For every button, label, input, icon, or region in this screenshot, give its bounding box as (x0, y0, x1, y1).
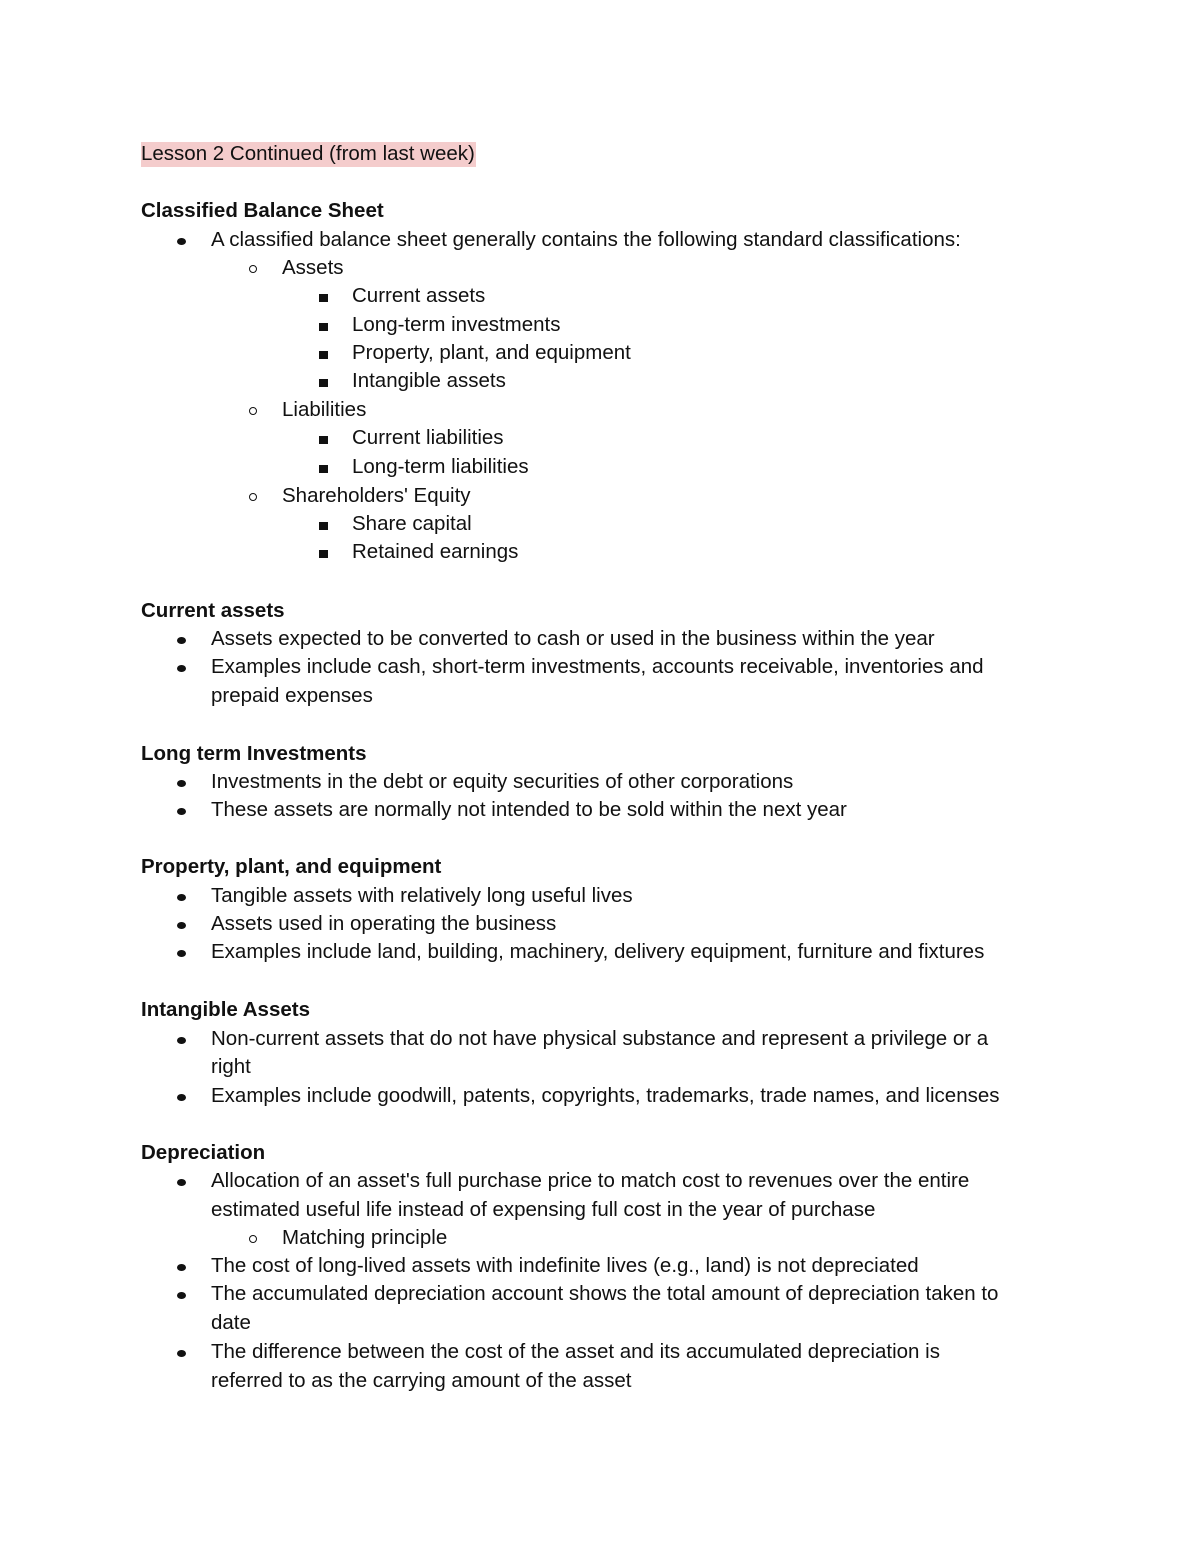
bullet-dot-icon (177, 922, 186, 929)
bullet-square-icon (319, 550, 328, 558)
bullet-dot-icon (177, 1292, 186, 1299)
list-item: A classified balance sheet generally contains the following standard classifications: (211, 228, 961, 251)
bullet-dot-icon (177, 637, 186, 644)
bullet-dot-icon (177, 950, 186, 957)
bullet-dot-icon (177, 1094, 186, 1101)
list-item: Allocation of an asset's full purchase price to match cost to revenues over the entire (211, 1169, 970, 1192)
list-item: The difference between the cost of the asset and its accumulated depreciation is (211, 1340, 940, 1363)
bullet-circle-icon (249, 1235, 257, 1243)
list-item-continuation: date (211, 1311, 251, 1334)
list-item: Current assets (352, 284, 486, 307)
bullet-dot-icon (177, 894, 186, 901)
bullet-square-icon (319, 379, 328, 387)
list-item: The accumulated depreciation account shows the total amount of depreciation taken to (211, 1282, 999, 1305)
list-item: These assets are normally not intended to be sold within the next year (211, 798, 847, 821)
list-item: Long-term liabilities (352, 455, 529, 478)
bullet-dot-icon (177, 665, 186, 672)
bullet-dot-icon (177, 238, 186, 245)
bullet-dot-icon (177, 780, 186, 787)
bullet-square-icon (319, 351, 328, 359)
list-item: Liabilities (282, 398, 367, 421)
list-item: Assets used in operating the business (211, 912, 557, 935)
bullet-dot-icon (177, 1264, 186, 1271)
list-item: Property, plant, and equipment (352, 341, 631, 364)
list-item: Tangible assets with relatively long useful lives (211, 884, 633, 907)
section-heading: Property, plant, and equipment (141, 855, 442, 878)
bullet-square-icon (319, 294, 328, 302)
list-item: Shareholders' Equity (282, 484, 471, 507)
list-item: Intangible assets (352, 369, 506, 392)
highlighted-title-text: Lesson 2 Continued (from last week) (141, 142, 475, 165)
list-item: Retained earnings (352, 540, 519, 563)
list-item: Share capital (352, 512, 472, 535)
bullet-square-icon (319, 323, 328, 331)
list-item: Examples include cash, short-term investments, accounts receivable, inventories and (211, 655, 984, 678)
list-item: Assets (282, 256, 344, 279)
bullet-square-icon (319, 522, 328, 530)
list-item: The cost of long-lived assets with indefinite lives (e.g., land) is not depreciated (211, 1254, 919, 1277)
bullet-dot-icon (177, 808, 186, 815)
list-item: Non-current assets that do not have physical substance and represent a privilege or a (211, 1027, 989, 1050)
page-title (141, 140, 476, 168)
list-item-continuation: estimated useful life instead of expensing full cost in the year of purchase (211, 1198, 876, 1221)
bullet-dot-icon (177, 1037, 186, 1044)
list-item: Investments in the debt or equity securities of other corporations (211, 770, 794, 793)
bullet-dot-icon (177, 1350, 186, 1357)
list-item-continuation: prepaid expenses (211, 684, 373, 707)
list-item: Examples include land, building, machinery, delivery equipment, furniture and fixtures (211, 940, 985, 963)
section-heading: Intangible Assets (141, 998, 310, 1021)
list-item: Examples include goodwill, patents, copyrights, trademarks, trade names, and licenses (211, 1084, 1000, 1107)
bullet-circle-icon (249, 407, 257, 415)
list-item: Long-term investments (352, 313, 561, 336)
list-item-continuation: right (211, 1055, 251, 1078)
section-heading: Current assets (141, 599, 285, 622)
bullet-square-icon (319, 436, 328, 444)
bullet-square-icon (319, 465, 328, 473)
list-item: Assets expected to be converted to cash or used in the business within the year (211, 627, 935, 650)
section-heading: Classified Balance Sheet (141, 199, 384, 222)
section-heading: Long term Investments (141, 742, 367, 765)
bullet-dot-icon (177, 1179, 186, 1186)
list-item-continuation: referred to as the carrying amount of the asset (211, 1369, 632, 1392)
list-item: Matching principle (282, 1226, 448, 1249)
section-heading: Depreciation (141, 1141, 266, 1164)
list-item: Current liabilities (352, 426, 504, 449)
bullet-circle-icon (249, 493, 257, 501)
bullet-circle-icon (249, 265, 257, 273)
